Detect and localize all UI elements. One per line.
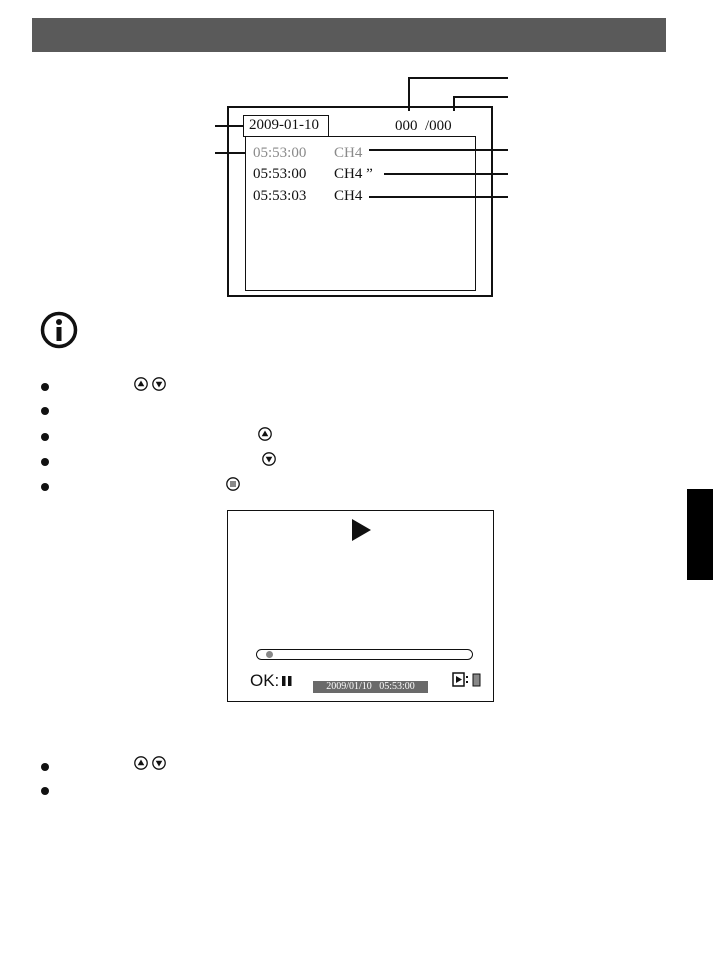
callout-line: [215, 125, 243, 127]
down-arrow-button-icon: [262, 452, 276, 466]
record-time[interactable]: 05:53:00: [253, 145, 307, 161]
bullet: [41, 433, 49, 441]
play-icon: [350, 518, 372, 542]
callout-line: [369, 149, 508, 151]
file-counter: 000 /000: [395, 118, 452, 134]
record-channel[interactable]: CH4: [334, 145, 363, 161]
up-arrow-button-icon: [258, 427, 272, 441]
callout-line: [408, 77, 508, 79]
callout-line: [215, 152, 245, 154]
bullet: [41, 383, 49, 391]
callout-line: [453, 96, 455, 111]
playback-timestamp: 2009/01/10 05:53:00: [313, 681, 428, 693]
bullet: [41, 407, 49, 415]
menu-button-icon: [226, 477, 240, 491]
ok-label: OK:: [250, 671, 280, 690]
bullet: [41, 763, 49, 771]
callout-line: [369, 196, 508, 198]
callout-line: [453, 96, 508, 98]
progress-marker[interactable]: [266, 651, 273, 658]
up-arrow-button-icon: [134, 377, 148, 391]
playback-status-icon: [452, 672, 482, 688]
record-time[interactable]: 05:53:03: [253, 188, 307, 204]
down-arrow-button-icon: [152, 377, 166, 391]
bullet: [41, 483, 49, 491]
header-bar: [32, 18, 666, 52]
progress-bar[interactable]: [256, 649, 473, 660]
record-channel[interactable]: CH4 ”: [334, 166, 373, 182]
info-icon: [40, 311, 78, 349]
side-tab: [687, 489, 713, 580]
callout-line: [408, 77, 410, 111]
up-arrow-button-icon: [134, 756, 148, 770]
down-arrow-button-icon: [152, 756, 166, 770]
bullet: [41, 787, 49, 795]
callout-line: [384, 173, 508, 175]
date-box: 2009-01-10: [243, 115, 329, 137]
record-time[interactable]: 05:53:00: [253, 166, 307, 182]
record-channel[interactable]: CH4: [334, 188, 363, 204]
bullet: [41, 458, 49, 466]
pause-icon: [281, 674, 293, 686]
